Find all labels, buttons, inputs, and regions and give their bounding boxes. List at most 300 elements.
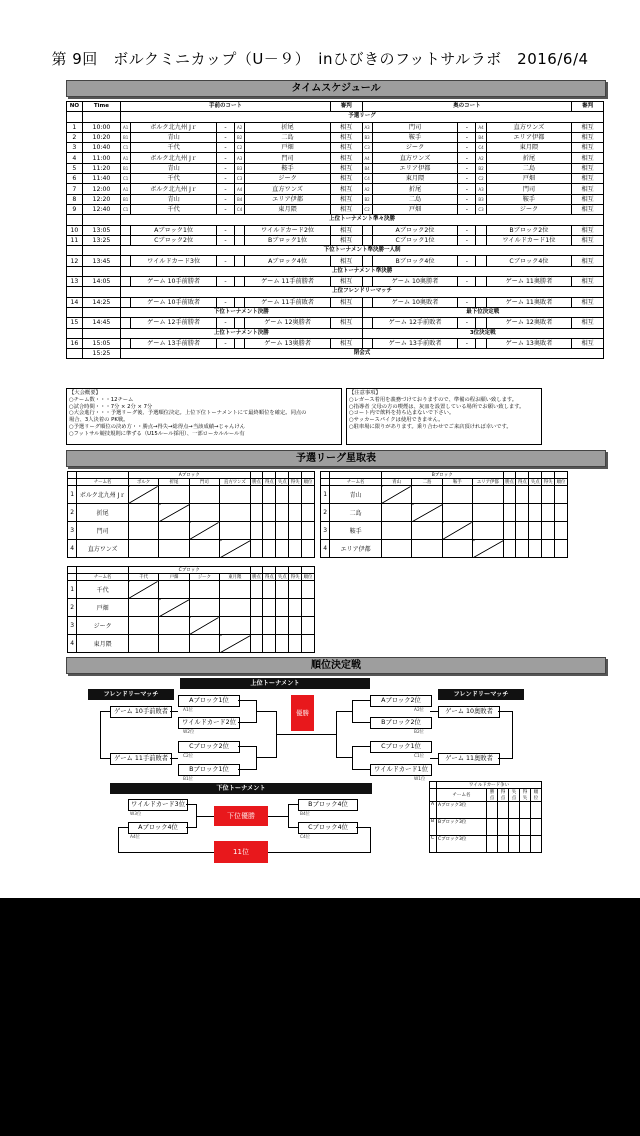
bracket-line xyxy=(370,827,371,853)
lower-left-slot: ワイルドカード3位 xyxy=(128,799,188,811)
result-cell xyxy=(442,504,472,522)
near-team-b: ゲーム 11手前敗者 xyxy=(245,297,331,307)
team-tag: B1 xyxy=(121,132,131,142)
stat-cell xyxy=(555,486,568,504)
schedule-row xyxy=(67,287,604,297)
versus-dash: - xyxy=(458,297,476,307)
bracket-left-sub: A1位 xyxy=(183,708,193,713)
blank xyxy=(302,567,315,574)
schedule-row xyxy=(67,122,604,132)
team-tag xyxy=(476,277,486,287)
result-cell xyxy=(189,504,219,522)
row-index: 3 xyxy=(321,522,330,540)
team-name: 青山 xyxy=(330,486,382,504)
row-no: 11 xyxy=(67,235,83,245)
near-team-b: 戸畑 xyxy=(245,143,331,153)
near-team-a: ゲーム 10手前勝者 xyxy=(131,277,217,287)
bracket-right-sub: W1位 xyxy=(414,777,426,782)
row-no: 6 xyxy=(67,174,83,184)
blank xyxy=(68,574,77,581)
far-team-a: ゲーム 12手前敗者 xyxy=(372,318,458,328)
versus-dash: - xyxy=(458,122,476,132)
far-team-b: エリア伊都 xyxy=(486,132,572,142)
stat-head: 得点 xyxy=(263,479,276,486)
row-no-empty xyxy=(67,215,83,225)
referee: 相互 xyxy=(330,143,362,153)
team-name: 門司 xyxy=(77,522,129,540)
far-team-a: エリア伊都 xyxy=(372,163,458,173)
far-team-a: ゲーム 13手前敗者 xyxy=(372,338,458,348)
row-time: 15:05 xyxy=(82,338,120,348)
stat-cell xyxy=(302,540,315,558)
near-team-b: 折尾 xyxy=(245,122,331,132)
near-team-b: エリア伊都 xyxy=(245,194,331,204)
near-team-b: ゲーム 12奥勝者 xyxy=(245,318,331,328)
far-team-b: 戸畑 xyxy=(486,174,572,184)
near-team-a: ボルク北九州 Jｒ xyxy=(131,153,217,163)
team-tag xyxy=(121,297,131,307)
result-cell xyxy=(473,504,503,522)
bracket-line xyxy=(430,758,438,759)
bracket-line xyxy=(336,711,337,758)
bracket-right-sub: C1位 xyxy=(414,754,425,759)
row-no: 7 xyxy=(67,184,83,194)
team-tag: B4 xyxy=(362,163,372,173)
blank xyxy=(276,472,289,479)
stat-cell xyxy=(516,540,529,558)
referee: 相互 xyxy=(330,318,362,328)
row-time-empty xyxy=(82,266,120,276)
row-no: 13 xyxy=(67,277,83,287)
bracket-line xyxy=(256,711,276,712)
stat-head: 順位 xyxy=(555,479,568,486)
result-cell xyxy=(159,581,189,599)
blank xyxy=(263,567,276,574)
far-team-b: Cブロック4位 xyxy=(486,256,572,266)
versus-dash: - xyxy=(216,184,234,194)
referee: 相互 xyxy=(330,256,362,266)
result-cell xyxy=(189,486,219,504)
league-row xyxy=(68,540,315,558)
result-cell xyxy=(381,540,411,558)
notes-overview-line: ○フットサル競技規則に準ずる（U15ルール採用）、一部ローカルルール有 xyxy=(69,430,245,437)
result-cell xyxy=(220,540,250,558)
notes-overview-line: ○大会進行・・・予選リーグ後、予選順位決定。上位下位トーナメントにて最終順位を確定。同点の xyxy=(69,410,307,417)
bracket-right-slot: Aブロック2位 xyxy=(370,695,432,707)
near-team-b: Aブロック4位 xyxy=(245,256,331,266)
result-cell xyxy=(159,486,189,504)
team-tag: A1 xyxy=(121,122,131,132)
team-tag: B2 xyxy=(476,163,486,173)
result-cell xyxy=(189,599,219,617)
team-tag xyxy=(362,235,372,245)
row-index: 2 xyxy=(68,599,77,617)
blank xyxy=(516,472,529,479)
wildcard-key: C xyxy=(430,836,437,853)
referee: 相互 xyxy=(572,194,604,204)
versus-dash: - xyxy=(216,297,234,307)
stat-cell xyxy=(250,504,263,522)
row-index: 3 xyxy=(68,617,77,635)
stat-head: 失点 xyxy=(276,479,289,486)
versus-dash: - xyxy=(458,132,476,142)
col-no: NO xyxy=(67,102,83,112)
notes-caution xyxy=(346,388,542,445)
stat-cell xyxy=(529,522,542,540)
versus-dash: - xyxy=(216,318,234,328)
row-no: 2 xyxy=(67,132,83,142)
bracket-header-bar: 順位決定戦 xyxy=(66,657,606,674)
bracket-left-sub: W2位 xyxy=(183,730,195,735)
team-tag: C3 xyxy=(362,143,372,153)
blank xyxy=(250,472,263,479)
near-team-a: 千代 xyxy=(131,174,217,184)
stat-cell xyxy=(542,504,555,522)
schedule-row xyxy=(67,225,604,235)
lower-right-sub: C4位 xyxy=(300,835,311,840)
stat-cell xyxy=(302,486,315,504)
referee: 相互 xyxy=(572,225,604,235)
schedule-row xyxy=(67,184,604,194)
result-cell xyxy=(473,486,503,504)
referee: 相互 xyxy=(330,184,362,194)
result-cell xyxy=(412,540,442,558)
row-time: 13:45 xyxy=(82,256,120,266)
result-cell xyxy=(128,581,158,599)
referee: 相互 xyxy=(330,225,362,235)
section-label: 上位トーナメント準々決勝 xyxy=(121,215,604,225)
result-cell xyxy=(159,522,189,540)
team-tag xyxy=(235,297,245,307)
stat-head: 勝点 xyxy=(250,479,263,486)
near-team-a: 青山 xyxy=(131,194,217,204)
team-tag: C3 xyxy=(476,204,486,214)
versus-dash: - xyxy=(458,338,476,348)
schedule-row xyxy=(67,349,604,359)
team-tag: A2 xyxy=(362,184,372,194)
stat-cell xyxy=(302,599,315,617)
result-cell xyxy=(381,522,411,540)
row-time: 12:20 xyxy=(82,194,120,204)
opponent-head: 戸畑 xyxy=(159,574,189,581)
stat-cell xyxy=(276,617,289,635)
near-team-a: 千代 xyxy=(131,204,217,214)
team-tag: A4 xyxy=(362,153,372,163)
team-tag xyxy=(362,256,372,266)
league-row xyxy=(68,522,315,540)
bracket-line xyxy=(498,758,512,759)
near-team-b: 門司 xyxy=(245,153,331,163)
notes-overview-line: 場合、3人決着の PK戦。 xyxy=(69,417,129,424)
schedule-row xyxy=(67,112,604,122)
team-name: 折尾 xyxy=(77,504,129,522)
notes-overview-line: ○試合時間・・・7分 × 2分 × 7分 xyxy=(69,403,153,410)
versus-dash: - xyxy=(216,225,234,235)
row-no-empty xyxy=(67,112,83,122)
bracket-line xyxy=(268,852,371,853)
upper-tournament-label: 上位トーナメント xyxy=(180,678,370,689)
stat-cell xyxy=(276,504,289,522)
result-cell xyxy=(159,540,189,558)
stat-head: 得失 xyxy=(289,574,302,581)
near-team-a: ワイルドカード3位 xyxy=(131,256,217,266)
team-name: ジーク xyxy=(77,617,129,635)
stat-cell xyxy=(289,504,302,522)
referee: 相互 xyxy=(330,235,362,245)
far-team-b: 鞍手 xyxy=(486,194,572,204)
blank xyxy=(542,472,555,479)
stat-cell xyxy=(302,581,315,599)
far-team-a: 門司 xyxy=(372,122,458,132)
referee: 相互 xyxy=(330,122,362,132)
blank xyxy=(321,479,330,486)
result-cell xyxy=(128,540,158,558)
wildcard-table xyxy=(429,781,542,853)
section-label: 予選リーグ xyxy=(121,112,604,122)
stat-cell xyxy=(289,522,302,540)
col-time: Time xyxy=(82,102,120,112)
referee: 相互 xyxy=(572,318,604,328)
blank xyxy=(77,472,129,479)
team-name: 二島 xyxy=(330,504,382,522)
far-team-b: Bブロック2位 xyxy=(486,225,572,235)
opponent-head: ジーク xyxy=(189,574,219,581)
result-cell xyxy=(442,540,472,558)
notes-caution-line: ○指導者 父母の方の喫煙は、灰皿を設置している場所でお願い致します。 xyxy=(349,403,525,410)
result-cell xyxy=(220,599,250,617)
stat-cell xyxy=(503,540,516,558)
stat-cell xyxy=(250,617,263,635)
versus-dash: - xyxy=(458,204,476,214)
referee: 相互 xyxy=(572,153,604,163)
row-time: 14:25 xyxy=(82,297,120,307)
referee: 相互 xyxy=(572,163,604,173)
result-cell xyxy=(381,486,411,504)
section-label: 下位トーナメント準決勝一人制 xyxy=(121,246,604,256)
team-tag: A3 xyxy=(476,184,486,194)
result-cell xyxy=(159,599,189,617)
result-cell xyxy=(159,504,189,522)
bracket-left-sub: C2位 xyxy=(183,754,194,759)
near-team-b: 直方ワンズ xyxy=(245,184,331,194)
bracket-right-slot: Bブロック2位 xyxy=(370,717,432,729)
stat-cell xyxy=(529,486,542,504)
row-no: 15 xyxy=(67,318,83,328)
bracket-line xyxy=(498,711,512,712)
schedule-table xyxy=(66,101,604,359)
wildcard-key: B xyxy=(430,819,437,836)
team-tag xyxy=(362,277,372,287)
team-tag xyxy=(235,256,245,266)
row-no: 3 xyxy=(67,143,83,153)
lower-tournament-label: 下位トーナメント xyxy=(110,783,372,794)
team-tag xyxy=(235,277,245,287)
row-index: 4 xyxy=(68,635,77,653)
bracket-line xyxy=(352,769,370,770)
row-time: 12:40 xyxy=(82,204,120,214)
row-time: 14:45 xyxy=(82,318,120,328)
row-no-empty xyxy=(67,287,83,297)
row-no-empty xyxy=(67,328,83,338)
versus-dash: - xyxy=(458,143,476,153)
stat-cell xyxy=(503,486,516,504)
far-team-a: Aブロック2位 xyxy=(372,225,458,235)
team-tag xyxy=(235,235,245,245)
referee: 相互 xyxy=(572,143,604,153)
row-no: 8 xyxy=(67,194,83,204)
stat-head: 得失 xyxy=(542,479,555,486)
near-team-a: 青山 xyxy=(131,132,217,142)
lower-champion-box: 下位優勝 xyxy=(214,806,268,826)
wildcard-team: Cブロック3位 xyxy=(437,836,487,853)
stat-cell xyxy=(302,522,315,540)
league-row xyxy=(321,522,568,540)
col-team-name: チーム名 xyxy=(77,574,129,581)
far-team-a: 直方ワンズ xyxy=(372,153,458,163)
bracket-line xyxy=(336,711,352,712)
section-label: 最下位決定戦 xyxy=(362,307,603,317)
team-tag: A3 xyxy=(235,153,245,163)
near-team-a: ゲーム 10手前敗者 xyxy=(131,297,217,307)
versus-dash: - xyxy=(216,256,234,266)
stat-cell xyxy=(302,617,315,635)
league-row xyxy=(68,581,315,599)
opponent-head: ボルク xyxy=(128,479,158,486)
result-cell xyxy=(220,617,250,635)
lower-left-sub: A4位 xyxy=(130,835,140,840)
result-cell xyxy=(189,522,219,540)
opponent-head: 東月隈 xyxy=(220,574,250,581)
far-team-b: 二島 xyxy=(486,163,572,173)
result-cell xyxy=(412,486,442,504)
bracket-right-sub: B2位 xyxy=(414,730,424,735)
team-tag xyxy=(476,225,486,235)
notes-caution-line: ○レガース着用を義務づけておりますので、準備の程お願い致します。 xyxy=(349,396,518,403)
wildcard-caption: ワイルドカード争い xyxy=(437,782,542,789)
stat-cell xyxy=(555,504,568,522)
referee: 相互 xyxy=(330,194,362,204)
stat-cell xyxy=(302,635,315,653)
row-time: 13:25 xyxy=(82,235,120,245)
league-grid xyxy=(320,471,568,558)
col-ref1: 審判 xyxy=(330,102,362,112)
stat-cell xyxy=(263,486,276,504)
referee: 相互 xyxy=(572,204,604,214)
result-cell xyxy=(189,635,219,653)
versus-dash: - xyxy=(458,163,476,173)
referee: 相互 xyxy=(330,204,362,214)
schedule-row xyxy=(67,307,604,317)
lower-left-slot: Aブロック4位 xyxy=(128,822,188,834)
far-team-b: 直方ワンズ xyxy=(486,122,572,132)
team-tag xyxy=(121,225,131,235)
row-no xyxy=(67,349,83,359)
result-cell xyxy=(128,522,158,540)
near-team-a: ボルク北九州 Jｒ xyxy=(131,184,217,194)
opponent-head: 門司 xyxy=(189,479,219,486)
team-tag: A2 xyxy=(476,153,486,163)
referee: 相互 xyxy=(572,277,604,287)
row-index: 2 xyxy=(321,504,330,522)
bracket-right-sub: A2位 xyxy=(414,708,424,713)
row-index: 2 xyxy=(68,504,77,522)
team-tag: C3 xyxy=(235,174,245,184)
bracket-line xyxy=(256,746,257,770)
notes-caution-line: ○コート内で飲料を持ち込まないで下さい。 xyxy=(349,410,455,417)
result-cell xyxy=(189,581,219,599)
far-team-a: 折尾 xyxy=(372,184,458,194)
team-name: 直方ワンズ xyxy=(77,540,129,558)
bracket-line xyxy=(336,757,352,758)
team-tag xyxy=(476,338,486,348)
row-time-empty xyxy=(82,246,120,256)
team-tag xyxy=(121,338,131,348)
team-tag: B3 xyxy=(476,194,486,204)
bracket-line xyxy=(268,816,288,817)
col-team-name: チーム名 xyxy=(330,479,382,486)
row-time: 11:40 xyxy=(82,174,120,184)
team-tag: B3 xyxy=(235,163,245,173)
bracket-line xyxy=(352,722,370,723)
result-cell xyxy=(442,522,472,540)
schedule-row xyxy=(67,256,604,266)
far-team-a: 戸畑 xyxy=(372,204,458,214)
near-team-b: 二島 xyxy=(245,132,331,142)
block-caption: Aブロック xyxy=(128,472,250,479)
near-team-b: Bブロック1位 xyxy=(245,235,331,245)
league-header-bar: 予選リーグ星取表 xyxy=(66,450,606,467)
referee: 相互 xyxy=(330,297,362,307)
notes-caution-heading: 【注意事項】 xyxy=(349,390,381,396)
versus-dash: - xyxy=(458,153,476,163)
team-tag: A4 xyxy=(476,122,486,132)
referee: 相互 xyxy=(330,338,362,348)
stat-cell xyxy=(263,635,276,653)
result-cell xyxy=(128,486,158,504)
far-team-b: ジーク xyxy=(486,204,572,214)
versus-dash: - xyxy=(458,256,476,266)
result-cell xyxy=(159,635,189,653)
bracket-line xyxy=(256,757,276,758)
stat-head: 失点 xyxy=(529,479,542,486)
bracket-line xyxy=(238,746,256,747)
league-row xyxy=(321,540,568,558)
versus-dash: - xyxy=(216,277,234,287)
near-team-a: 千代 xyxy=(131,143,217,153)
team-tag: C1 xyxy=(121,143,131,153)
team-name: ボルク北九州 Jｒ xyxy=(77,486,129,504)
team-tag: A3 xyxy=(362,122,372,132)
blank xyxy=(289,567,302,574)
referee: 相互 xyxy=(572,184,604,194)
blank xyxy=(68,479,77,486)
league-row xyxy=(68,486,315,504)
lower-right-slot: Bブロック4位 xyxy=(298,799,358,811)
stat-cell xyxy=(263,617,276,635)
stat-cell xyxy=(276,522,289,540)
league-row xyxy=(321,486,568,504)
opponent-head: 青山 xyxy=(381,479,411,486)
near-team-a: Aブロック1位 xyxy=(131,225,217,235)
row-index: 4 xyxy=(321,540,330,558)
far-team-b: 折尾 xyxy=(486,153,572,163)
bracket-line xyxy=(100,711,101,759)
bracket-line xyxy=(356,827,370,828)
notes-caution-line: ○サッカースパイクは使用できません。 xyxy=(349,417,444,424)
schedule-row xyxy=(67,194,604,204)
team-tag: B1 xyxy=(121,194,131,204)
versus-dash: - xyxy=(458,225,476,235)
